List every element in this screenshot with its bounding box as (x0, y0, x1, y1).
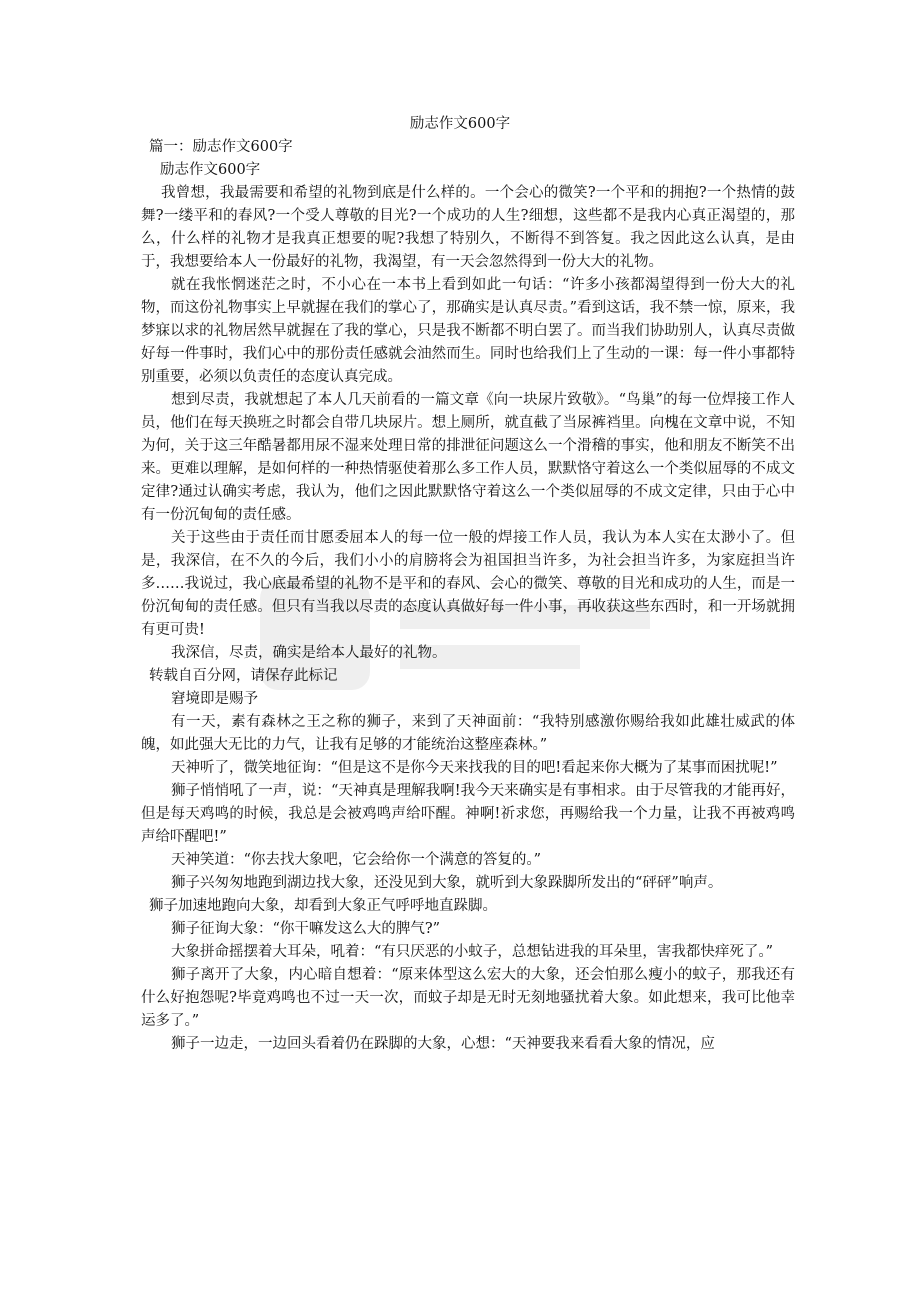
part-heading: 篇一：励志作文600字 (149, 139, 293, 155)
document-body (141, 136, 795, 1056)
story-paragraph: 狮子征询大象：“你干嘛发这么大的脾气?” (171, 921, 441, 937)
story-paragraph: 狮子加速地跑向大象，却看到大象正气呼呼地直跺脚。 (149, 898, 497, 914)
paragraph: 想到尽责，我就想起了本人几天前看的一篇文章《向一块尿片致敬》。“鸟巢”的每一位焊接工作人员，他们在每天换班之时都会自带几块尿片。想上厕所，就直截了当尿裤裆里。向槐在文章中说，不知为何，关于这三年酷暑都用尿不湿来处理日常的排泄征问题这么一个滑稽的事实，他和朋友不断笑不出来。更难以理解，是如何样的一种热情驱使着那么多工作人员，默默恪守着这么一个类似屈辱的不成文定律?通过认确实考虑，我认为，他们之因此默默恪守着这么一个类似屈辱的不成文定律，只由于心中有一份沉甸甸的责任感。 (141, 392, 795, 523)
story-paragraph: 狮子兴匆匆地跑到湖边找大象，还没见到大象，就听到大象跺脚所发出的“砰砰”响声。 (171, 875, 723, 891)
paragraph: 关于这些由于责任而甘愿委屈本人的每一位一般的焊接工作人员，我认为本人实在太渺小了。但是，我深信，在不久的今后，我们小小的肩膀将会为祖国担当许多，为社会担当许多，为家庭担当许多……我说过，我心底最希望的礼物不是平和的春风、会心的微笑、尊敬的目光和成功的人生，而是一份沉甸甸的责任感。但只有当我以尽责的态度认真做好每一件小事，再收获这些东西时，和一开场就拥有更可贵! (141, 530, 795, 638)
paragraph: 我深信，尽责，确实是给本人最好的礼物。 (171, 645, 447, 661)
paragraph: 就在我怅惘迷茫之时，不小心在一本书上看到如此一句话：“许多小孩都渴望得到一份大大的礼物，而这份礼物事实上早就握在我们的掌心了，那确实是认真尽责。”看到这话，我不禁一惊，原来，我梦寐以求的礼物居然早就握在了我的掌心，只是我不断都不明白罢了。而当我们协助别人，认真尽责做好每一件事时，我们心中的那份责任感就会油然而生。同时也给我们上了生动的一课：每一件小事都特别重要，必须以负责任的态度认真完成。 (141, 277, 795, 385)
repost-note: 转载自百分网，请保存此标记 (149, 668, 338, 684)
paragraph: 我曾想，我最需要和希望的礼物到底是什么样的。一个会心的微笑?一个平和的拥抱?一个热情的鼓舞?一缕平和的春风?一个受人尊敬的目光?一个成功的人生?细想，这些都不是我内心真正渴望的，那么，什么样的礼物才是我真正想要的呢?我想了特别久，不断得不到答复。我之因此这么认真，是由于，我想要给本人一份最好的礼物，我渴望，有一天会忽然得到一份大大的礼物。 (141, 185, 795, 270)
story-paragraph: 狮子离开了大象，内心暗自想着：“原来体型这么宏大的大象，还会怕那么瘦小的蚊子，那我还有什么好抱怨呢?毕竟鸡鸣也不过一天一次，而蚊子却是无时无刻地骚扰着大象。如此想来，我可比他幸运多了。” (141, 967, 795, 1029)
document-title: 励志作文600字 (409, 116, 511, 132)
subheading: 励志作文600字 (160, 162, 261, 178)
story-paragraph: 有一天，素有森林之王之称的狮子，来到了天神面前：“我特别感激你赐给我如此雄壮威武的体魄，如此强大无比的力气，让我有足够的才能统治这整座森林。” (141, 714, 795, 753)
story-paragraph: 大象拼命摇摆着大耳朵，吼着：“有只厌恶的小蚊子，总想钻进我的耳朵里，害我都快痒死了。” (171, 944, 774, 960)
story-paragraph: 狮子一边走，一边回头看着仍在跺脚的大象，心想：“天神要我来看看大象的情况，应 (171, 1036, 715, 1052)
story-paragraph: 天神笑道：“你去找大象吧，它会给你一个满意的答复的。” (171, 852, 542, 868)
story-paragraph: 天神听了，微笑地征询：“但是这不是你今天来找我的目的吧!看起来你大概为了某事而困扰呢!” (171, 760, 778, 776)
story-paragraph: 狮子悄悄吼了一声，说：“天神真是理解我啊!我今天来确实是有事相求。由于尽管我的才能再好，但是每天鸡鸣的时候，我总是会被鸡鸣声给吓醒。神啊!祈求您，再赐给我一个力量，让我不再被鸡鸣声给吓醒吧!” (141, 783, 795, 845)
story-title: 窘境即是赐予 (171, 691, 258, 707)
